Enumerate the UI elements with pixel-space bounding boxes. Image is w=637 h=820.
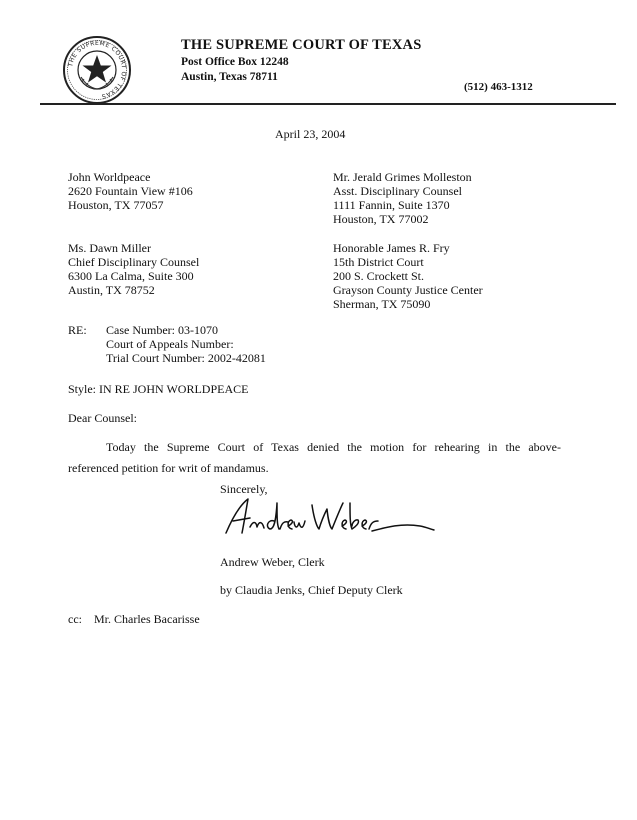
body-line-1: Today the Supreme Court of Texas denied the motion for rehearing in the above-: [106, 440, 561, 454]
svg-text:THE SUPREME COURT OF TEXAS: THE SUPREME COURT OF TEXAS: [67, 39, 128, 100]
cc-label: cc:: [68, 612, 82, 626]
header-divider: [40, 103, 616, 105]
address-line: Sherman, TX 75090: [333, 297, 431, 311]
recipient-miller: [68, 241, 199, 297]
case-number: Case Number: 03-1070: [106, 323, 218, 337]
recipient-molleston: [333, 170, 472, 226]
handwritten-signature: [222, 493, 437, 541]
trial-court-number: Trial Court Number: 2002-42081: [106, 351, 266, 365]
address-line: 1111 Fannin, Suite 1370: [333, 198, 450, 212]
address-line: Chief Disciplinary Counsel: [68, 255, 200, 269]
salutation: Dear Counsel:: [68, 411, 137, 425]
court-of-appeals-number: Court of Appeals Number:: [106, 337, 234, 351]
address-line: Honorable James R. Fry: [333, 241, 450, 255]
address-line: Asst. Disciplinary Counsel: [333, 184, 462, 198]
recipient-fry: [333, 241, 483, 311]
case-style: Style: IN RE JOHN WORLDPEACE: [68, 382, 249, 396]
address-line: Houston, TX 77002: [333, 212, 429, 226]
court-seal-icon: [62, 35, 132, 105]
address-line: 6300 La Calma, Suite 300: [68, 269, 194, 283]
address-line: 2620 Fountain View #106: [68, 184, 193, 198]
address-line: Austin, TX 78752: [68, 283, 155, 297]
re-details: [106, 323, 266, 365]
letterhead-address-line1: Post Office Box 12248: [181, 56, 289, 68]
body-line-2: referenced petition for writ of mandamus.: [68, 461, 269, 475]
address-line: 15th District Court: [333, 255, 424, 269]
closing-sincerely: Sincerely,: [220, 482, 268, 496]
recipient-worldpeace: [68, 170, 193, 212]
signer-deputy: by Claudia Jenks, Chief Deputy Clerk: [220, 583, 403, 597]
address-line: John Worldpeace: [68, 170, 151, 184]
address-line: Houston, TX 77057: [68, 198, 164, 212]
letterhead-address-line2: Austin, Texas 78711: [181, 71, 278, 83]
signer-name: Andrew Weber, Clerk: [220, 555, 325, 569]
letterhead-phone: (512) 463-1312: [464, 81, 533, 93]
address-line: Grayson County Justice Center: [333, 283, 483, 297]
cc-recipient: Mr. Charles Bacarisse: [94, 612, 200, 626]
re-label: RE:: [68, 323, 87, 337]
address-line: Ms. Dawn Miller: [68, 241, 151, 255]
address-line: Mr. Jerald Grimes Molleston: [333, 170, 472, 184]
letterhead-title: THE SUPREME COURT OF TEXAS: [181, 37, 422, 53]
address-line: 200 S. Crockett St.: [333, 269, 425, 283]
letter-date: April 23, 2004: [275, 127, 346, 141]
